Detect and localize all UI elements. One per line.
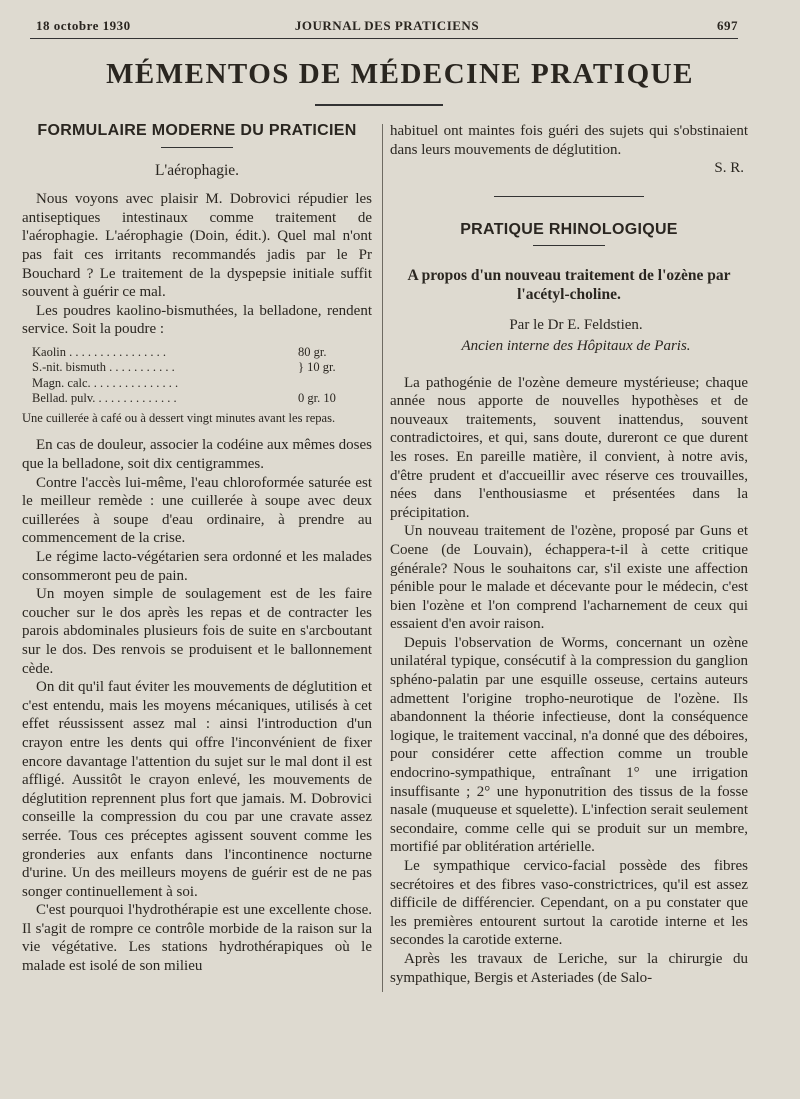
paragraph: Le régime lacto-végétarien sera ordonné et les malades consommeront peu de pain. [22, 549, 372, 584]
paragraph: Depuis l'observation de Worms, concernant un ozène unilatéral typique, consécutif à la compression du ganglion sphéno-palatin par une esquille osseuse, certains auteurs admettent l'origine tropho-neurotique de l'ozène. Ils abandonnent la théorie infectieuse, dont la conséquence logique, le traitement vaccinal, n'a donné que des déboires, pour considérer cette affection comme un trouble endocrino-sympathique, entraînant 1° une irrigation insuffisante ; 2° une hyponutrition des tissus de la fosse nasale (muqueuse et squelette). L'infection serait seulement secondaire, comme celle qui se produit sur un membre, mortifié par oblitération artérielle. [390, 634, 748, 856]
paragraph: Les poudres kaolino-bismuthées, la belladone, rendent service. Soit la poudre : [22, 302, 372, 338]
prescription-table [32, 345, 352, 407]
right-column [390, 122, 748, 987]
ingredient-dose: 0 gr. 10 [298, 391, 336, 406]
header-page-number: 697 [717, 18, 738, 33]
paragraph: Nous voyons avec plaisir M. Dobrovici répudier les antiseptiques intestinaux comme traitement de l'aérophagie. L'aérophagie (Doin, édit.). Quel mal n'ont pas fait ces irritants recommandés jadis par le Pr Bouchard ? Le traitement de la dyspepsie initiale suffit souvent à guérir ce mal. [22, 191, 372, 301]
paragraph: On dit qu'il faut éviter les mouvements de déglutition et c'est entendu, mais les moyens mécaniques, utilisés à cet effet réussissent assez mal : ainsi l'introduction d'un crayon entre les dents qui offre l'inconvénient de fixer encore davantage l'attention du sujet sur le mal dont il est affligé. Aussitôt le crayon enlevé, les mouvements de déglutition reprennent plus fort que jamais. M. Dobrovici conseille la compression du cou par une cravate assez serrée. Tous ces préceptes agissent souvent comme les gronderies aux enfants dans l'incontinence nocturne d'urine. Un des meilleurs moyens de guérir est de ne pas songer continuellement à soi. [22, 679, 372, 900]
section-rule [533, 245, 605, 246]
header-rule [30, 38, 738, 39]
paragraph: Contre l'accès lui-même, l'eau chloroformée saturée est le meilleur remède : une cuillerée à soupe avec deux cuillerées à soupe d'eau ordinaire, à prendre au commencement de la crise. [22, 474, 372, 547]
page-title: MÉMENTOS DE MÉDECINE PRATIQUE [106, 58, 694, 90]
ingredient-name: Kaolin . . . . . . . . . . . . . . . . [32, 344, 167, 359]
column-divider [382, 124, 383, 992]
affiliation: Ancien interne des Hôpitaux de Paris. [461, 337, 691, 354]
ingredient-name: S.-nit. bismuth . . . . . . . . . . . [32, 360, 175, 375]
paragraph: Le sympathique cervico-facial possède des fibres secrétoires et des fibres vaso-constrictrices, qu'il est assez difficile de différencier. Cependant, on a pu constater que les premières entourent surtout la carotide interne et les secondes la carotide externe. [390, 858, 748, 949]
paragraph: En cas de douleur, associer la codéine aux mêmes doses que la belladone, soit dix centigrammes. [22, 437, 372, 473]
paragraph: Un nouveau traitement de l'ozène, proposé par Guns et Coene (de Louvain), échappera-t-il à cette critique générale? Nous le souhaitons car, s'il existe une affection pénible pour le malade et décevante pour le médecin, c'est bien l'ozène et l'on comprend l'acharnement de ceux qui essaient d'en avoir raison. [390, 523, 748, 633]
paragraph: C'est pourquoi l'hydrothérapie est une excellente chose. Il s'agit de rompre ce contrôle morbide de la raison sur la vie végétative. Les stations hydrothérapiques où le malade est isolé de son milieu [22, 902, 372, 975]
section-separator-rule [494, 196, 644, 197]
paragraph: Après les travaux de Leriche, sur la chirurgie du sympathique, Bergis et Asteriades (de Salo- [390, 950, 748, 986]
ingredient-name: Magn. calc. . . . . . . . . . . . . . . [32, 375, 179, 390]
header-date: 18 octobre 1930 [36, 18, 131, 33]
title-rule [315, 104, 443, 106]
paragraph: Un moyen simple de soulagement est de les faire coucher sur le dos après les repas et de contracter les parois abdominales plusieurs fois de suite en s'arcboutant sur le dos. Des renvois se produisent et le ballonnement cède. [22, 586, 372, 677]
ingredient-name: Bellad. pulv. . . . . . . . . . . . . . [32, 391, 177, 406]
prescription-row [32, 391, 352, 407]
prescription-row [32, 345, 352, 361]
prescription-note: Une cuillerée à café ou à dessert vingt minutes avant les repas. [22, 410, 336, 425]
article-subtitle: L'aérophagie. [154, 161, 240, 179]
section-heading-rhinologique: PRATIQUE RHINOLOGIQUE [460, 220, 678, 238]
ingredient-dose: } 10 gr. [298, 360, 336, 375]
paragraph-continued: habituel ont maintes fois guéri des sujets qui s'obstinaient dans leurs mouvements de déglutition. [390, 123, 748, 158]
prescription-row [32, 376, 352, 392]
byline: Par le Dr E. Feldstien. [509, 317, 643, 334]
ingredient-dose: 80 gr. [298, 344, 327, 359]
signature: S. R. [714, 160, 744, 177]
prescription-row [32, 360, 352, 376]
running-header [36, 18, 738, 40]
article-title: A propos d'un nouveau traitement de l'ozène par l'acétyl-choline. [407, 267, 731, 304]
section-heading-formulaire: FORMULAIRE MODERNE DU PRATICIEN [37, 122, 357, 139]
paragraph: La pathogénie de l'ozène demeure mystérieuse; chaque année nous apporte de nouvelles hypothèses et de nouveaux traitements, souvent inattendus, souvent contradictoires, et qui, sans doute, dureront ce que durent les roses. En pareille matière, il convient, à notre avis, d'être prudent et d'accueillir avec réserve ces trouvailles, nées dans l'enthousiasme et présentées dans la précipitation. [390, 374, 748, 521]
header-journal: JOURNAL DES PRATICIENS [294, 18, 480, 33]
section-rule [161, 147, 233, 148]
left-column [22, 122, 372, 976]
